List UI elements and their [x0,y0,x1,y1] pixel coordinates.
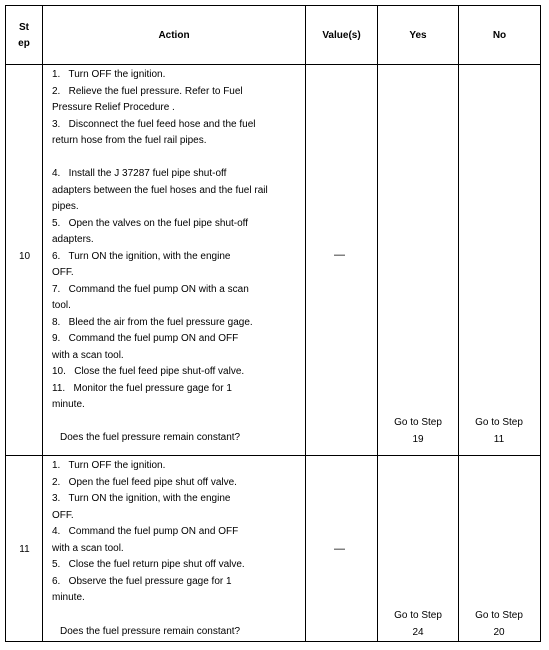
action-line: return hose from the fuel rail pipes. [52,135,207,146]
value-cell: — [334,249,345,261]
action-line: 9. Command the fuel pump ON and OFF [52,333,239,344]
action-line: minute. [52,592,85,603]
action-line: 2. Open the fuel feed pipe shut off valve. [52,476,237,488]
diagnostic-table [5,5,541,642]
action-line: 5. Open the valves on the fuel pipe shut-off [52,217,249,229]
action-line: 8. Bleed the air from the fuel pressure gage. [52,316,253,328]
row-divider [6,455,540,456]
action-line: 4. Command the fuel pump ON and OFF [52,526,239,537]
no-goto [459,415,539,448]
header-no: No [492,29,507,41]
header-yes: Yes [409,29,427,41]
action-line: 3. Turn ON the ignition, with the engine [52,493,231,504]
action-line: 3. Disconnect the fuel feed hose and the fuel [52,118,256,130]
yes-goto-label: Go to Step [394,610,442,621]
action-line: with a scan tool. [52,349,124,361]
action-line: Pressure Relief Procedure . [52,102,175,113]
action-line: OFF. [52,509,74,521]
step-number: 10 [18,251,31,262]
action-question: Does the fuel pressure remain constant? [60,432,241,443]
action-line: 6. Turn ON the ignition, with the engine [52,250,231,262]
action-steps-list [52,458,245,607]
header-values: Value(s) [322,29,361,41]
action-line: 7. Command the fuel pump ON with a scan [52,283,249,295]
no-goto-step: 11 [493,433,505,445]
no-goto-label: Go to Step [475,610,523,621]
yes-goto [378,415,458,448]
action-line: OFF. [52,267,74,278]
no-goto [459,608,539,641]
action-line: minute. [52,399,85,410]
col-divider [377,6,378,641]
value-cell: — [334,543,345,555]
action-line: 10. Close the fuel feed pipe shut-off valve. [52,366,245,377]
col-divider [458,6,459,641]
col-divider [305,6,306,641]
action-line: adapters. [52,234,94,245]
yes-goto-step: 24 [412,626,424,638]
yes-goto-step: 19 [412,433,424,445]
action-question: Does the fuel pressure remain constant? [60,626,241,637]
action-line: 1. Turn OFF the ignition. [52,460,166,471]
action-line: pipes. [52,201,79,212]
action-line: 5. Close the fuel return pipe shut off valve. [52,559,245,570]
yes-goto [378,608,458,641]
action-line: adapters between the fuel hoses and the fuel rail [52,184,268,196]
action-line: 4. Install the J 37287 fuel pipe shut-off [52,168,227,179]
action-line: 6. Observe the fuel pressure gage for 1 [52,575,232,587]
yes-goto-label: Go to Step [394,417,442,428]
action-line: 1. Turn OFF the ignition. [52,69,166,80]
action-line [52,150,268,167]
step-number: 11 [19,544,30,555]
action-steps-list [52,67,268,414]
header-step: St ep [18,21,30,49]
header-action: Action [158,29,190,41]
no-goto-label: Go to Step [475,417,523,428]
action-line: with a scan tool. [52,542,124,554]
action-line: 2. Relieve the fuel pressure. Refer to Fuel [52,85,243,97]
action-line: 11. Monitor the fuel pressure gage for 1 [52,382,232,394]
action-line: tool. [52,300,71,311]
no-goto-step: 20 [493,626,505,638]
